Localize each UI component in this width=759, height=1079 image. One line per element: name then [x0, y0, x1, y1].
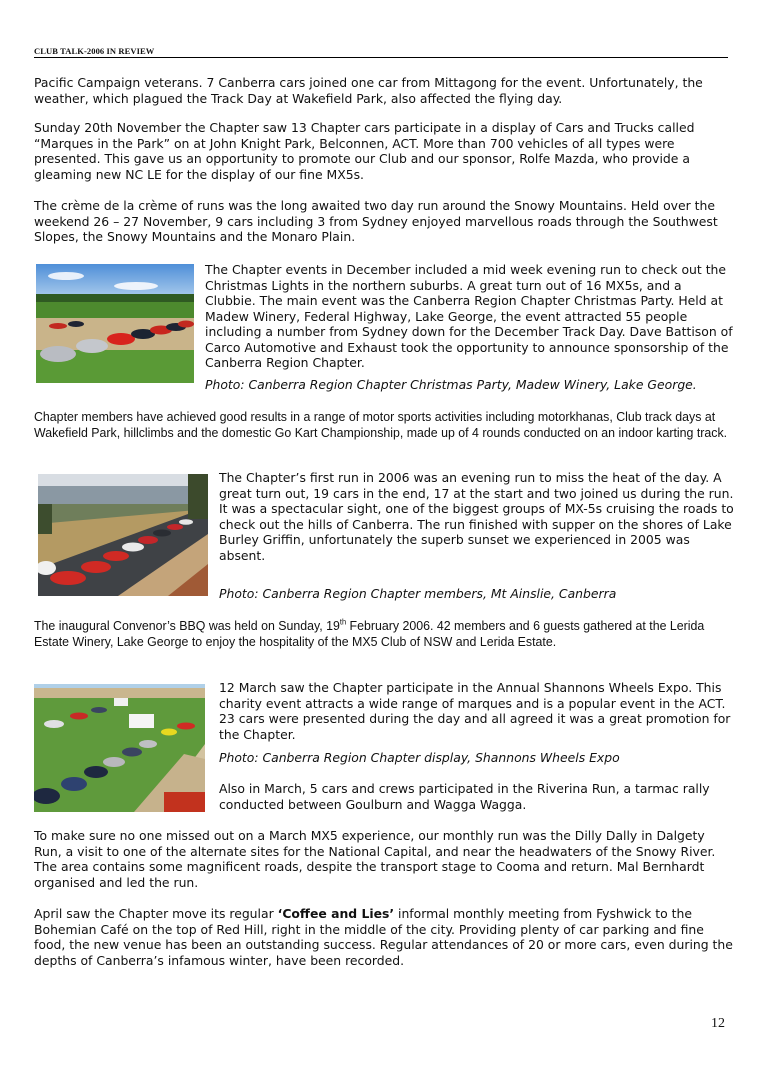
bbq-text-start: The inaugural Convenor’s BBQ was held on Sunday, 19	[34, 618, 340, 633]
paragraph-motor-sports: Chapter members have achieved good results in a range of motor sports activities including motorkhanas, Club track days at Wakefield Park, hillclimbs and the domestic Go Kart Championship, made up of 4 rounds conducted on an indoor karting track.	[34, 409, 728, 440]
coffee-and-lies-bold: ‘Coffee and Lies’	[277, 906, 395, 921]
paragraph-snowy-mountains-run: The crème de la crème of runs was the long awaited two day run around the Snowy Mountains. Held over the weekend 26 – 27 November, 9 cars including 3 from Sydney enjoyed marvellous roads through the Southwest Slopes, the Snowy Mountains and the Monaro Plain.	[34, 198, 718, 244]
photo-shannons-expo-image	[34, 684, 205, 812]
paragraph-shannons-expo: 12 March saw the Chapter participate in the Annual Shannons Wheels Expo. This charity event attracts a wide range of marques and is a popular event in the ACT. 23 cars were presented during the day and all agreed it was a great promotion for the Chapter.	[219, 680, 731, 742]
photo-mt-ainslie	[38, 474, 208, 596]
bbq-date-superscript: th	[339, 617, 347, 627]
paragraph-first-run-2006: The Chapter’s first run in 2006 was an evening run to miss the heat of the day. A great turn out, 19 cars in the end, 17 at the start and two joined us during the run. It was a spectacular sight, one of the biggest groups of MX-5s cruising the roads to check out the hills of Canberra. The run finished with supper on the shores of Lake Burley Griffin, unfortunately the superb sunset we experienced in 2005 was absent.	[219, 470, 734, 563]
photo-shannons-expo	[34, 684, 205, 812]
paragraph-convenors-bbq	[34, 618, 736, 649]
paragraph-dilly-dally-run: To make sure no one missed out on a March MX5 experience, our monthly run was the Dilly Dally in Dalgety Run, a visit to one of the alternate sites for the National Capital, and near the headwaters of the Snowy River. The area contains some magnificent roads, despite the transport stage to Cooma and return. Mal Bernhardt organised and led the run.	[34, 828, 716, 890]
caption-shannons-expo: Photo: Canberra Region Chapter display, Shannons Wheels Expo	[219, 750, 620, 765]
paragraph-december-events: The Chapter events in December included a mid week evening run to check out the Christmas Lights in the northern suburbs. A great turn out of 16 MX5s, and a Clubbie. The main event was the Canberra Region Chapter Christmas Party. Held at Madew Winery, Federal Highway, Lake George, the event attracted 55 people including a number from Sydney down for the December Track Day. Dave Battison of Carco Automotive and Exhaust took the opportunity to announce sponsorship of the Canberra Region Chapter.	[205, 262, 733, 370]
photo-mt-ainslie-image	[38, 474, 208, 596]
caption-christmas-party: Photo: Canberra Region Chapter Christmas Party, Madew Winery, Lake George.	[205, 377, 697, 392]
caption-mt-ainslie: Photo: Canberra Region Chapter members, Mt Ainslie, Canberra	[219, 586, 617, 601]
bbq-text-end: February 2006. 42 members and 6 guests gathered at the Lerida Estate Winery, Lake George to enjoy the hospitality of the MX5 Club of NSW and Lerida Estate.	[34, 618, 705, 649]
paragraph-coffee-and-lies	[34, 906, 734, 968]
paragraph-pacific-campaign: Pacific Campaign veterans. 7 Canberra cars joined one car from Mittagong for the event. Unfortunately, the weather, which plagued the Track Day at Wakefield Park, also affected the flying day.	[34, 75, 703, 106]
paragraph-marques-in-the-park: Sunday 20th November the Chapter saw 13 Chapter cars participate in a display of Cars and Trucks called “Marques in the Park” on at John Knight Park, Belconnen, ACT. More than 700 vehicles of all types were presented. This gave us an opportunity to promote our Club and our sponsor, Rolfe Mazda, who provide a gleaming new NC LE for the display of our fine MX5s.	[34, 120, 695, 182]
coffee-text-start: April saw the Chapter move its regular	[34, 906, 278, 921]
photo-christmas-party	[36, 264, 194, 383]
coffee-text-end: informal monthly meeting from Fyshwick to the Bohemian Café on the top of Red Hill, right in the middle of the city. Providing plenty of car parking and fine food, the new venue has been an outstanding success. Regular attendances of 20 or more cars, even during the depths of Canberra’s infamous winter, have been recorded.	[34, 906, 733, 968]
paragraph-riverina-run: Also in March, 5 cars and crews participated in the Riverina Run, a tarmac rally conducted between Goulburn and Wagga Wagga.	[219, 781, 710, 812]
photo-christmas-party-image	[36, 264, 194, 383]
running-header: CLUB TALK-2006 IN REVIEW	[34, 46, 728, 58]
page-number: 12	[711, 1016, 725, 1031]
